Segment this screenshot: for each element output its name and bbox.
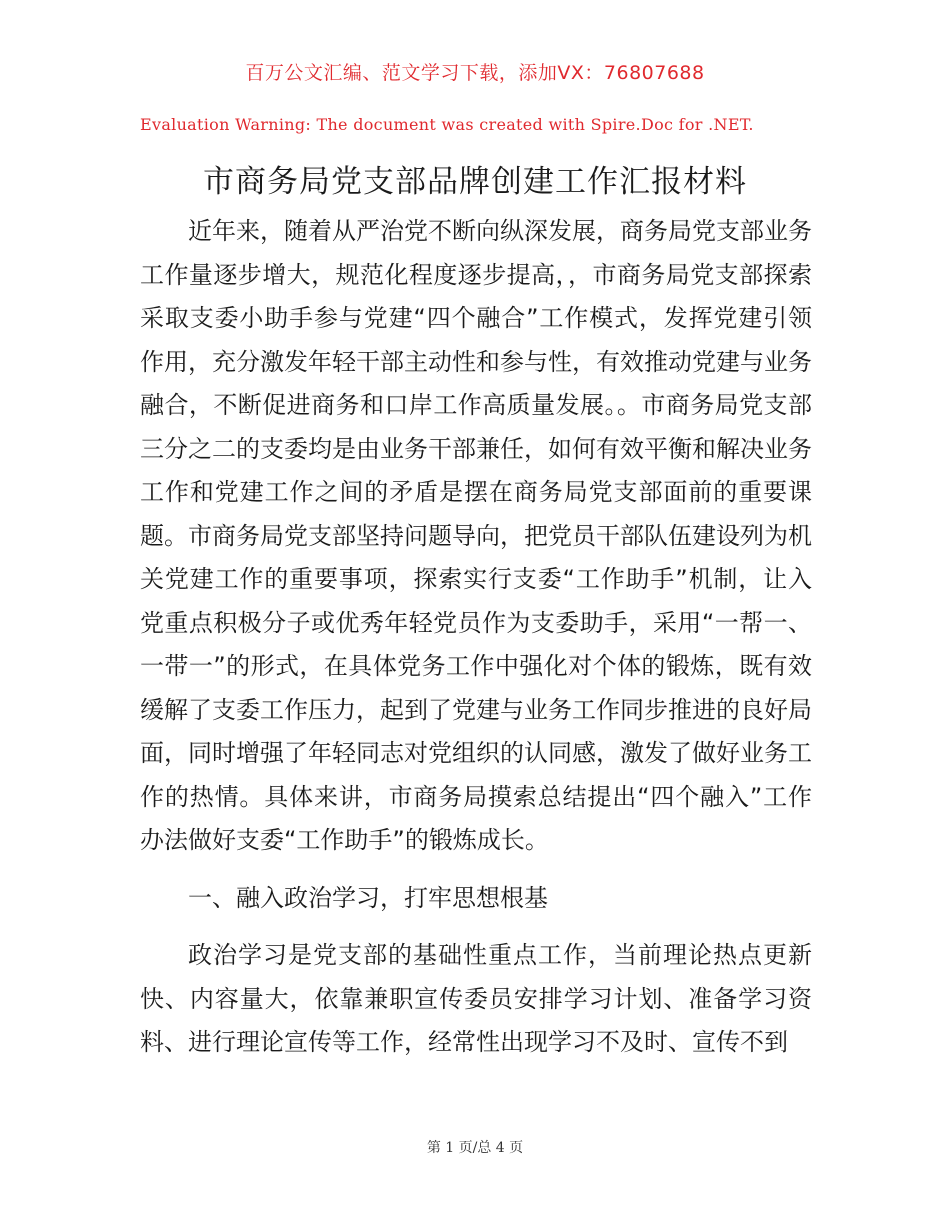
evaluation-warning: Evaluation Warning: The document was created with Spire.Doc for .NET.: [140, 115, 754, 134]
body-paragraph: 政治学习是党支部的基础性重点工作，当前理论热点更新快、内容量大，依靠兼职宣传委员安排学习计划、准备学习资料、进行理论宣传等工作，经常性出现学习不及时、宣传不到: [140, 941, 812, 1056]
section-heading: 一、融入政治学习，打牢思想根基: [188, 883, 548, 912]
document-body: [140, 210, 812, 1065]
page-footer: 第 1 页/总 4 页: [426, 1140, 524, 1156]
document-title: 市商务局党支部品牌创建工作汇报材料: [203, 164, 747, 200]
body-paragraph: 近年来，随着从严治党不断向纵深发展，商务局党支部业务工作量逐步增大，规范化程度逐步提高，，市商务局党支部探索采取支委小助手参与党建“四个融合”工作模式，发挥党建引领作用，充分激发年轻干部主动性和参与性，有效推动党建与业务融合，不断促进商务和口岸工作高质量发展。。市商务局党支部三分之二的支委均是由业务干部兼任，如何有效平衡和解决业务工作和党建工作之间的矛盾是摆在商务局党支部面前的重要课题。市商务局党支部坚持问题导向，把党员干部队伍建设列为机关党建工作的重要事项，探索实行支委“工作助手”机制，让入党重点积极分子或优秀年轻党员作为支委助手，采用“一帮一、一带一”的形式，在具体党务工作中强化对个体的锻炼，既有效缓解了支委工作压力，起到了党建与业务工作同步推进的良好局面，同时增强了年轻同志对党组织的认同感，激发了做好业务工作的热情。具体来讲，市商务局摸索总结提出“四个融入”工作办法做好支委“工作助手”的锻炼成长。: [140, 217, 812, 854]
header-banner: 百万公文汇编、范文学习下载，添加VX：76807688: [245, 62, 705, 84]
